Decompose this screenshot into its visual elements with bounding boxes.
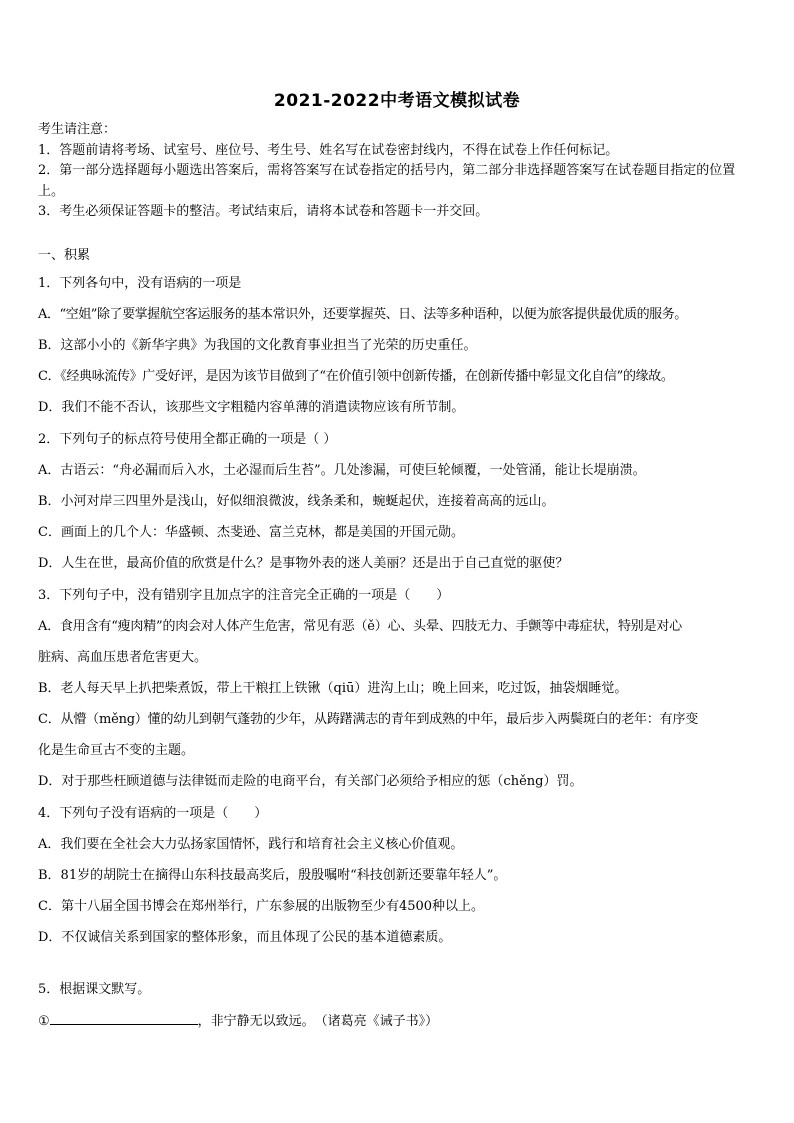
notice-heading: 考生请注意： bbox=[38, 122, 117, 137]
q2-option-b: B．小河对岸三四里外是浅山，好似细浪微波，线条柔和，蜿蜒起伏，连接着高高的远山。 bbox=[38, 494, 555, 509]
q1-option-b: B．这部小小的《新华字典》为我国的文化教育事业担当了光荣的历史重任。 bbox=[38, 338, 477, 353]
q5-stem: 5．根据课文默写。 bbox=[38, 982, 151, 997]
q2-option-c: C．画面上的几个人：华盛顿、杰斐逊、富兰克林，都是美国的开国元勋。 bbox=[38, 525, 464, 540]
q5-item-1-blank[interactable] bbox=[50, 1012, 198, 1025]
q4-option-d: D．不仅诚信关系到国家的整体形象，而且体现了公民的基本道德素质。 bbox=[38, 930, 452, 945]
q4-stem: 4．下列句子没有语病的一项是（ ） bbox=[38, 806, 268, 821]
notice-block bbox=[38, 120, 760, 223]
q4-option-b: B．81岁的胡院士在摘得山东科技最高奖后，殷殷嘱咐“科技创新还要靠年轻人”。 bbox=[38, 868, 507, 883]
q3-option-b: B．老人每天早上扒把柴煮饭，带上干粮扛上铁锹（qiū）进沟上山；晚上回来，吃过饭，抽袋烟睡觉。 bbox=[38, 681, 628, 696]
q3-option-c-line1: C．从懵（měng）懂的幼儿到朝气蓬勃的少年，从踌躇满志的青年到成熟的中年，最后步入两鬓斑白的老年：有序变 bbox=[38, 712, 699, 727]
q3-option-d: D．对于那些枉顾道德与法律铤而走险的电商平台，有关部门必须给予相应的惩（chěng）罚。 bbox=[38, 774, 583, 789]
q1-option-c: C．《经典咏流传》广受好评，是因为该节目做到了“在价值引领中创新传播，在创新传播中彰显文化自信”的缘故。 bbox=[38, 369, 674, 384]
notice-item-2: 2．第一部分选择题每小题选出答案后，需将答案写在试卷指定的括号内，第二部分非选择题答案写在试卷题目指定的位置上。 bbox=[38, 163, 736, 199]
q3-option-c-line2: 化是生命亘古不变的主题。 bbox=[38, 743, 195, 758]
q3-option-a-line1: A．食用含有“瘦肉精”的肉会对人体产生危害，常见有恶（ě）心、头晕、四肢无力、手颤等中毒症状，特别是对心 bbox=[38, 619, 682, 634]
q3-option-a-line2: 脏病、高血压患者危害更大。 bbox=[38, 650, 208, 665]
q1-stem: 1．下列各句中，没有语病的一项是 bbox=[38, 276, 242, 291]
notice-item-3: 3．考生必须保证答题卡的整洁。考试结束后，请将本试卷和答题卡一并交回。 bbox=[38, 204, 489, 219]
q2-option-d: D．人生在世，最高价值的欣赏是什么？是事物外表的迷人美丽？还是出于自己直觉的驱使？ bbox=[38, 556, 569, 571]
q2-option-a: A．古语云：“舟必漏而后入水，土必湿而后生苔”。几处渗漏，可使巨轮倾覆，一处管涌，能让长堤崩溃。 bbox=[38, 463, 646, 478]
q1-option-a: A．“空姐”除了要掌握航空客运服务的基本常识外，还要掌握英、日、法等多种语种，以便为旅客提供最优质的服务。 bbox=[38, 307, 687, 322]
exam-title: 2021-2022中考语文模拟试卷 bbox=[273, 91, 521, 111]
q4-option-c: C．第十八届全国书博会在郑州举行，广东参展的出版物至少有4500种以上。 bbox=[38, 899, 485, 914]
q4-option-a: A．我们要在全社会大力弘扬家国情怀，践行和培育社会主义核心价值观。 bbox=[38, 837, 464, 852]
q2-stem: 2．下列句子的标点符号使用全都正确的一项是（ ） bbox=[38, 432, 337, 447]
q5-item-1-number: ① bbox=[38, 1014, 50, 1029]
section-heading: 一、积累 bbox=[38, 248, 91, 263]
q3-stem: 3．下列句子中，没有错别字且加点字的注音完全正确的一项是（ ） bbox=[38, 588, 450, 603]
notice-item-1: 1．答题前请将考场、试室号、座位号、考生号、姓名写在试卷密封线内，不得在试卷上作任何标记。 bbox=[38, 142, 619, 158]
q5-item-1-text: ，非宁静无以致远。 （诸葛亮《诫子书》） bbox=[197, 1014, 439, 1029]
q1-option-d: D．我们不能不否认，该那些文字粗糙内容单薄的消遣读物应该有所节制。 bbox=[38, 400, 465, 415]
q5-item-1 bbox=[38, 1010, 762, 1029]
